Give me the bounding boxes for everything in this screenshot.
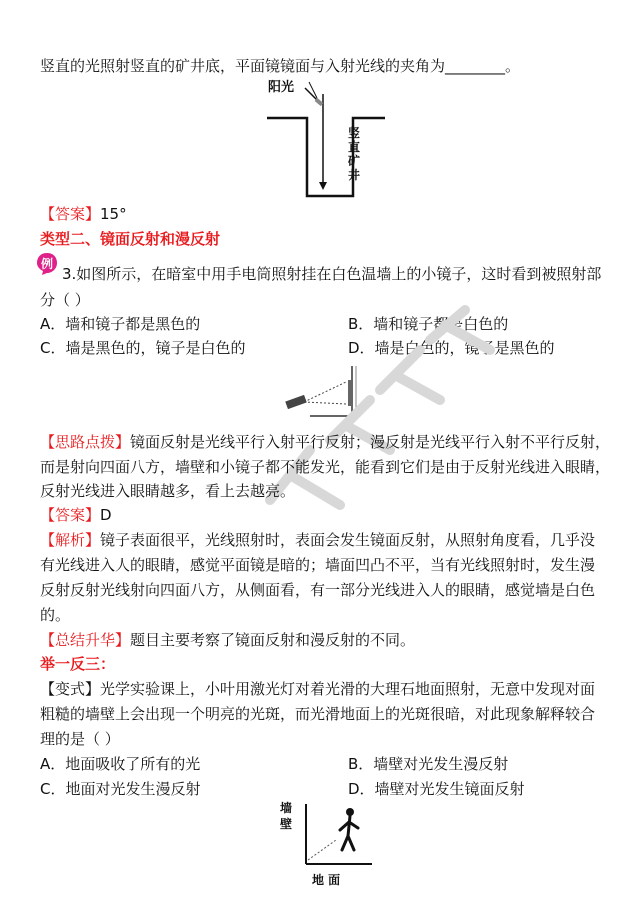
example-stem-2: 分（ ） bbox=[40, 291, 90, 309]
wall-ground-figure bbox=[296, 800, 376, 870]
practice-title: 举一反三： bbox=[40, 655, 116, 673]
option-b[interactable]: B．墙和镜子都是白色的 bbox=[348, 315, 509, 333]
answer-value: 15° bbox=[100, 205, 127, 223]
analysis-text: 镜子表面很平，光线照射时，表面会发生镜面反射，从照射角度看，几乎没 bbox=[100, 531, 596, 549]
hint-text: 镜面反射是光线平行入射平行反射；漫反射是光线平行入射不平行反射， bbox=[130, 433, 611, 451]
shaft-char: 井 bbox=[348, 168, 361, 182]
prev-answer bbox=[40, 204, 127, 224]
summary-text: 题目主要考察了镜面反射和漫反射的不同。 bbox=[130, 631, 416, 649]
section-title: 类型二、镜面反射和漫反射 bbox=[40, 230, 221, 248]
shaft-char: 直 bbox=[348, 140, 361, 154]
hint-tag: 【思路点拨】 bbox=[40, 433, 131, 451]
practice-option-c[interactable]: C．地面对光发生漫反射 bbox=[40, 780, 201, 798]
flashlight-mirror-figure bbox=[282, 362, 372, 422]
fig-label-sun: 阳光 bbox=[268, 80, 295, 95]
example-stem: 3.如图所示，在暗室中用手电筒照射挂在白色温墙上的小镜子，这时看到被照射部 bbox=[62, 265, 602, 283]
fig-label-shaft bbox=[348, 126, 362, 182]
variant-line-1 bbox=[40, 679, 595, 699]
answer-value: D bbox=[100, 506, 112, 524]
analysis-tag: 【解析】 bbox=[40, 531, 101, 549]
example-badge-label: 例 bbox=[40, 257, 53, 271]
wall-char: 壁 bbox=[280, 817, 293, 831]
variant-line-3: 理的是（ ） bbox=[40, 730, 120, 748]
practice-option-a[interactable]: A．地面吸收了所有的光 bbox=[40, 755, 201, 773]
question-text: 竖直的光照射竖直的矿井底，平面镜镜面与入射光线的夹角为________。 bbox=[40, 57, 521, 75]
option-a[interactable]: A．墙和镜子都是黑色的 bbox=[40, 315, 201, 333]
option-d[interactable]: D．墙是白色的，镜子是黑色的 bbox=[348, 339, 555, 357]
answer-tag: 【答案】 bbox=[40, 205, 101, 223]
practice-option-b[interactable]: B．墙壁对光发生漫反射 bbox=[348, 755, 509, 773]
summary-line bbox=[40, 630, 415, 650]
analysis-line-4: 的。 bbox=[40, 606, 71, 624]
shaft-char: 矿 bbox=[348, 154, 361, 168]
summary-tag: 【总结升华】 bbox=[40, 631, 131, 649]
analysis-line-1 bbox=[40, 530, 595, 550]
analysis-line-2: 有光线进入人的眼睛，感觉平面镜是暗的；墙面凹凸不平，当有光线照射时，发生漫 bbox=[40, 556, 596, 574]
hint-line-2: 而是射向四面八方，墙壁和小镜子都不能发光，能看到它们是由于反射光线进入眼睛， bbox=[40, 458, 611, 476]
option-c[interactable]: C．墙是黑色的，镜子是白色的 bbox=[40, 339, 246, 357]
variant-text: 光学实验课上，小叶用激光灯对着光滑的大理石地面照射，无意中发现对面 bbox=[100, 680, 596, 698]
hint-line-3: 反射光线进入眼睛越多，看上去越亮。 bbox=[40, 482, 296, 500]
variant-tag: 【变式】 bbox=[40, 680, 101, 698]
fig-label-ground: 地 面 bbox=[312, 873, 341, 887]
shaft-char: 竖 bbox=[348, 126, 361, 140]
answer-tag: 【答案】 bbox=[40, 506, 101, 524]
practice-option-d[interactable]: D．墙壁对光发生镜面反射 bbox=[348, 780, 525, 798]
fig-label-wall bbox=[280, 800, 294, 832]
variant-line-2: 粗糙的墙壁上会出现一个明亮的光斑，而光滑地面上的光斑很暗，对此现象解释较合 bbox=[40, 705, 596, 723]
analysis-line-3: 反射反射光线射向四面八方，从侧面看，有一部分光线进入人的眼睛，感觉墙是白色 bbox=[40, 581, 596, 599]
example-answer bbox=[40, 505, 112, 525]
wall-char: 墙 bbox=[280, 801, 293, 815]
hint-line-1 bbox=[40, 432, 610, 452]
